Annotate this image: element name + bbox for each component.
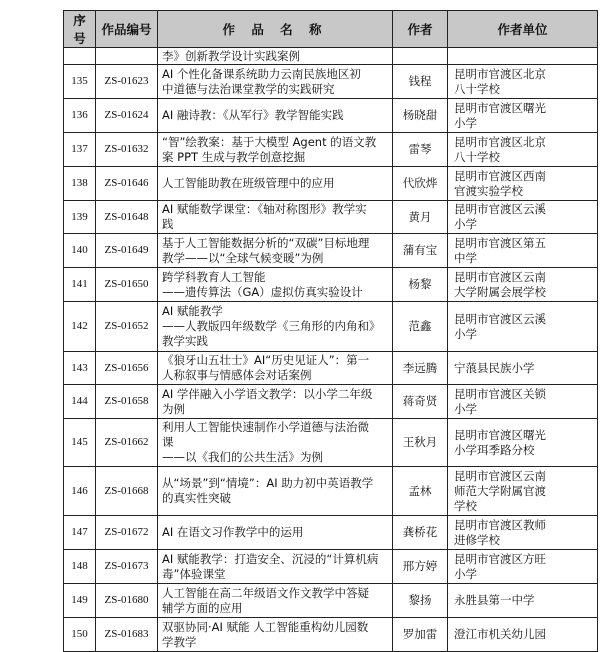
table-row (64, 467, 598, 516)
cell-num: 144 (64, 385, 96, 419)
cell-title (158, 302, 393, 352)
award-table (63, 10, 598, 652)
table-row (64, 584, 598, 618)
cell-author: 杨晓甜 (393, 99, 448, 133)
unit-line: 学校 (454, 498, 477, 513)
title-line: “智”绘教案：基于大模型 Agent 的语文教 (162, 134, 377, 149)
cell-code: ZS-01662 (96, 419, 158, 467)
cell-title (158, 201, 393, 234)
table-row (64, 234, 598, 268)
header-row (64, 11, 598, 48)
cell-code: ZS-01648 (96, 201, 158, 234)
cell-num: 145 (64, 419, 96, 467)
cell-code: ZS-01680 (96, 584, 158, 618)
table-row (64, 352, 598, 385)
cell-unit (448, 133, 598, 167)
cell-num: 142 (64, 302, 96, 352)
title-line: ——遗传算法（GA）虚拟仿真实验设计 (162, 284, 363, 299)
table-row (64, 133, 598, 167)
header-unit: 作者单位 (448, 11, 598, 48)
title-line: 基于人工智能数据分析的“双碳”目标地理 (162, 235, 370, 250)
cell-code: ZS-01646 (96, 167, 158, 201)
unit-line: 昆明市官渡区曙光 (454, 427, 546, 442)
cell-author: 钱程 (393, 65, 448, 99)
unit-line: 小学 (454, 401, 477, 416)
unit-line: 进修学校 (454, 532, 500, 547)
unit-line: 小学 (454, 566, 477, 581)
table-header (64, 11, 598, 48)
cell-num: 137 (64, 133, 96, 167)
title-line: 人工智能在高二年级语文作文教学中答疑 (162, 585, 369, 600)
cell-unit (448, 99, 598, 133)
title-line: AI 赋能教学 (162, 304, 223, 318)
cell-title (158, 268, 393, 302)
cell-unit (448, 467, 598, 516)
title-line: AI 赋能数学课堂：《轴对称图形》教学实 (162, 202, 367, 216)
title-line: 辅学方面的应用 (162, 600, 243, 615)
title-line: 中道德与法治课堂教学的实践研究 (162, 81, 335, 96)
cell-author: 罗加雷 (393, 618, 448, 652)
cell-num: 140 (64, 234, 96, 268)
cell-unit (448, 516, 598, 550)
cell-code: ZS-01650 (96, 268, 158, 302)
cell-num: 147 (64, 516, 96, 550)
unit-line: 昆明市官渡区云溪 (454, 202, 546, 216)
cell-unit (448, 302, 598, 352)
cell-title (158, 467, 393, 516)
cell-unit (448, 352, 598, 385)
title-line: AI 在语文习作教学中的运用 (162, 525, 304, 539)
cell-author: 龚桥花 (393, 516, 448, 550)
title-line: ——以《我们的公共生活》为例 (162, 450, 323, 464)
cell-title (158, 352, 393, 385)
cell-author: 雷琴 (393, 133, 448, 167)
unit-line: 昆明市官渡区北京 (454, 66, 546, 81)
table-row (64, 302, 598, 352)
title-line: AI 学伴融入小学语文教学：以小学二年级 (162, 386, 373, 401)
cell-title (158, 167, 393, 201)
cell-author: 范鑫 (393, 302, 448, 352)
unit-line: 小学 (454, 326, 477, 341)
cell-num: 150 (64, 618, 96, 652)
cell-num: 143 (64, 352, 96, 385)
cell-num: 138 (64, 167, 96, 201)
cell-author: 蒲有宝 (393, 234, 448, 268)
cell-title (158, 419, 393, 467)
cell-author: 王秋月 (393, 419, 448, 467)
title-line: 人工智能助教在班级管理中的应用 (162, 176, 335, 190)
cell-code: ZS-01668 (96, 467, 158, 516)
cell-title (158, 516, 393, 550)
cell-title (158, 584, 393, 618)
cell-title (158, 550, 393, 584)
unit-line: 八十学校 (454, 81, 500, 96)
cell-title: 李》创新教学设计实践案例 (158, 48, 393, 65)
table-row (64, 385, 598, 419)
cell-code (96, 48, 158, 65)
cell-unit (448, 167, 598, 201)
header-title: 作 品 名 称 (158, 11, 393, 48)
unit-line: 宁蒗县民族小学 (454, 360, 535, 375)
cell-unit (448, 234, 598, 268)
unit-line: 澄江市机关幼儿园 (454, 627, 546, 641)
cell-unit (448, 65, 598, 99)
unit-line: 小学珥季路分校 (454, 442, 535, 457)
title-line: 课 (162, 435, 174, 449)
table-row (64, 550, 598, 584)
unit-line: 官渡实验学校 (454, 183, 523, 198)
unit-line: 小学 (454, 115, 477, 130)
cell-unit (448, 618, 598, 652)
cell-code: ZS-01658 (96, 385, 158, 419)
title-line: 跨学科教育人工智能 (162, 269, 266, 284)
unit-line: 永胜县第一中学 (454, 593, 535, 607)
unit-line: 八十学校 (454, 149, 500, 164)
title-line: 为例 (162, 401, 185, 416)
cell-code: ZS-01624 (96, 99, 158, 133)
cell-num (64, 48, 96, 65)
title-line: 《狼牙山五壮士》AI“历史见证人”：第一 (162, 353, 370, 367)
table-row (64, 419, 598, 467)
cell-author: 杨黎 (393, 268, 448, 302)
cell-unit (448, 419, 598, 467)
unit-line: 昆明市官渡区方旺 (454, 551, 546, 566)
header-code: 作品编号 (96, 11, 158, 48)
cell-title (158, 133, 393, 167)
unit-line: 昆明市官渡区第五 (454, 235, 546, 250)
title-line: 毒”体验课堂 (162, 566, 226, 581)
cell-unit (448, 268, 598, 302)
title-line: AI 个性化备课系统助力云南民族地区初 (162, 66, 361, 81)
cell-author: 邢方婷 (393, 550, 448, 584)
unit-line: 大学附属会展学校 (454, 284, 546, 299)
unit-line: 中学 (454, 250, 477, 265)
title-line: 人称叙事与情感体会对话案例 (162, 368, 312, 382)
title-line: 双驱协同·AI 赋能 人工智能重构幼儿园数 (162, 619, 369, 634)
cell-num: 146 (64, 467, 96, 516)
cell-code: ZS-01649 (96, 234, 158, 268)
unit-line: 昆明市官渡区云溪 (454, 311, 546, 326)
table-row (64, 167, 598, 201)
continuation-row (64, 48, 598, 65)
table-row (64, 516, 598, 550)
title-line: AI 赋能教学：打造安全、沉浸的“计算机病 (162, 551, 379, 566)
cell-author: 蒋奇贤 (393, 385, 448, 419)
title-line: 利用人工智能快速制作小学道德与法治微 (162, 420, 369, 434)
title-line: 学教学 (162, 634, 197, 649)
cell-num: 136 (64, 99, 96, 133)
cell-title (158, 99, 393, 133)
cell-author (393, 48, 448, 65)
table-row (64, 65, 598, 99)
cell-num: 135 (64, 65, 96, 99)
table-row (64, 618, 598, 652)
cell-author: 黎扬 (393, 584, 448, 618)
cell-author: 黄月 (393, 201, 448, 234)
cell-code: ZS-01623 (96, 65, 158, 99)
cell-code: ZS-01656 (96, 352, 158, 385)
cell-unit (448, 201, 598, 234)
table-row (64, 268, 598, 302)
unit-line: 昆明市官渡区关锁 (454, 386, 546, 401)
cell-unit (448, 48, 598, 65)
cell-num: 139 (64, 201, 96, 234)
header-serial: 序号 (64, 11, 96, 48)
cell-code: ZS-01652 (96, 302, 158, 352)
cell-code: ZS-01632 (96, 133, 158, 167)
table-row (64, 99, 598, 133)
title-line: 案 PPT 生成与教学创意挖掘 (162, 149, 306, 164)
cell-num: 141 (64, 268, 96, 302)
cell-code: ZS-01683 (96, 618, 158, 652)
cell-num: 149 (64, 584, 96, 618)
cell-code: ZS-01673 (96, 550, 158, 584)
title-line: AI 融诗教：《从军行》教学智能实践 (162, 108, 344, 122)
cell-author: 代欣烨 (393, 167, 448, 201)
unit-line: 昆明市官渡区教师 (454, 517, 546, 532)
cell-title (158, 234, 393, 268)
title-line: ——人教版四年级数学《三角形的内角和》 (162, 319, 381, 333)
title-line: 教学——以“全球气候变暖”为例 (162, 250, 324, 265)
cell-unit (448, 385, 598, 419)
cell-unit (448, 550, 598, 584)
unit-line: 昆明市官渡区北京 (454, 134, 546, 149)
cell-code: ZS-01672 (96, 516, 158, 550)
cell-author: 李远腾 (393, 352, 448, 385)
title-line: 的真实性突破 (162, 491, 231, 505)
cell-author: 孟林 (393, 467, 448, 516)
unit-line: 昆明市官渡区西南 (454, 168, 546, 183)
unit-line: 师范大学附属官渡 (454, 483, 546, 498)
title-line: 从“场景”到“情境”：AI 助力初中英语教学 (162, 476, 374, 490)
unit-line: 昆明市官渡区曙光 (454, 100, 546, 115)
unit-line: 小学 (454, 217, 477, 231)
cell-num: 148 (64, 550, 96, 584)
header-author: 作者 (393, 11, 448, 48)
title-line: 教学实践 (162, 334, 208, 348)
unit-line: 昆明市官渡区云南 (454, 468, 546, 483)
cell-title (158, 618, 393, 652)
title-line: 践 (162, 217, 174, 231)
cell-unit (448, 584, 598, 618)
unit-line: 昆明市官渡区云南 (454, 269, 546, 284)
table-row (64, 201, 598, 234)
cell-title (158, 385, 393, 419)
cell-title (158, 65, 393, 99)
table-body (64, 48, 598, 652)
